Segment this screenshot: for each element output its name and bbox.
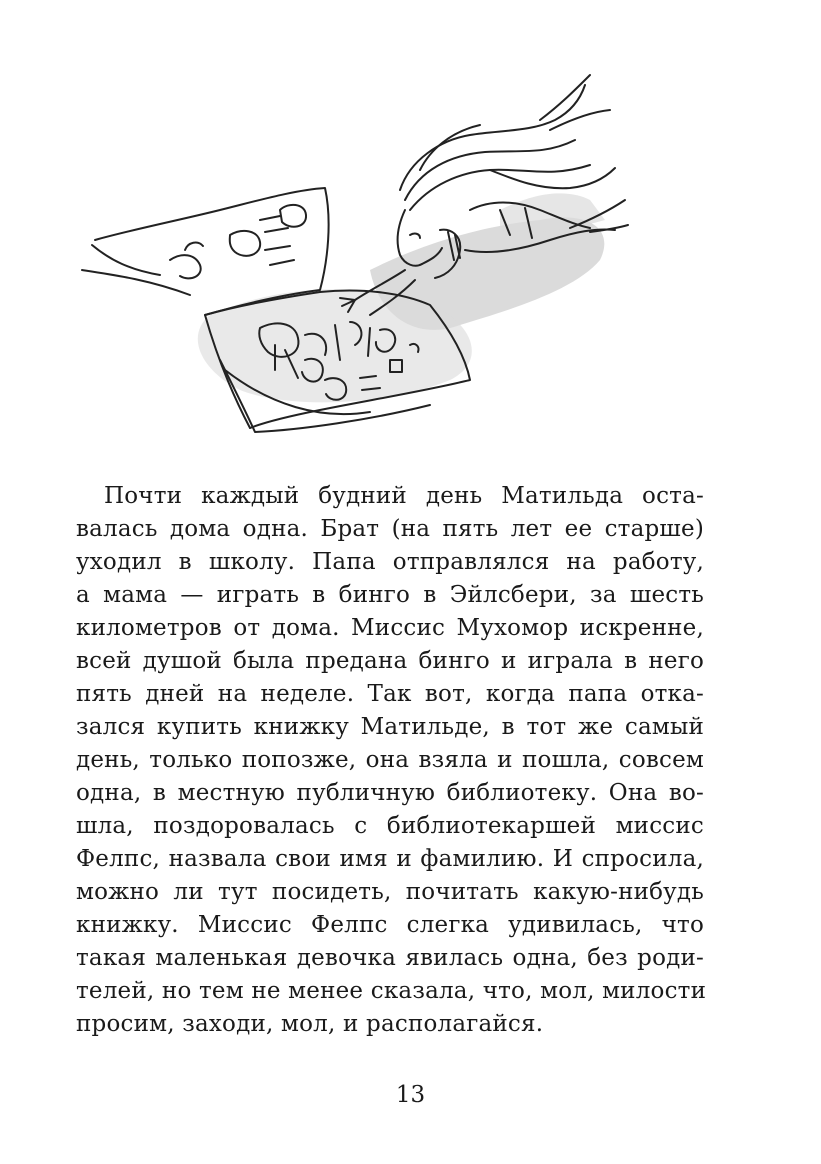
- body-paragraph: [76, 480, 707, 1041]
- text-line: одна, в местную публичную библиотеку. Она во-: [76, 780, 704, 806]
- text-line: зался купить книжку Матильде, в тот же самый: [76, 714, 704, 740]
- page-number: 13: [395, 1082, 426, 1108]
- text-line: Почти каждый будний день Матильда оста-: [104, 483, 704, 509]
- text-line: пять дней на неделе. Так вот, когда папа отка-: [76, 681, 704, 707]
- text-line: просим, заходи, мол, и располагайся.: [76, 1011, 544, 1037]
- text-line: день, только попозже, она взяла и пошла, совсем: [76, 747, 704, 773]
- text-line: телей, но тем не менее сказала, что, мол, милости: [76, 978, 707, 1004]
- text-line: шла, поздоровалась с библиотекаршей миссис: [76, 813, 704, 839]
- text-line: всей душой была предана бинго и играла в него: [76, 648, 704, 674]
- girl-reading-book-illustration: [70, 60, 630, 450]
- text-line: а мама — играть в бинго в Эйлсбери, за шесть: [76, 582, 704, 608]
- text-line: уходил в школу. Папа отправлялся на работу,: [76, 549, 704, 575]
- text-line: валась дома одна. Брат (на пять лет ее старше): [76, 516, 704, 542]
- text-line: книжку. Миссис Фелпс слегка удивилась, что: [76, 912, 704, 938]
- text-line: километров от дома. Миссис Мухомор искренне,: [76, 615, 704, 641]
- text-line: можно ли тут посидеть, почитать какую-нибудь: [76, 879, 704, 905]
- text-line: такая маленькая девочка явилась одна, без роди-: [76, 945, 704, 971]
- text-line: Фелпс, назвала свои имя и фамилию. И спросила,: [76, 846, 704, 872]
